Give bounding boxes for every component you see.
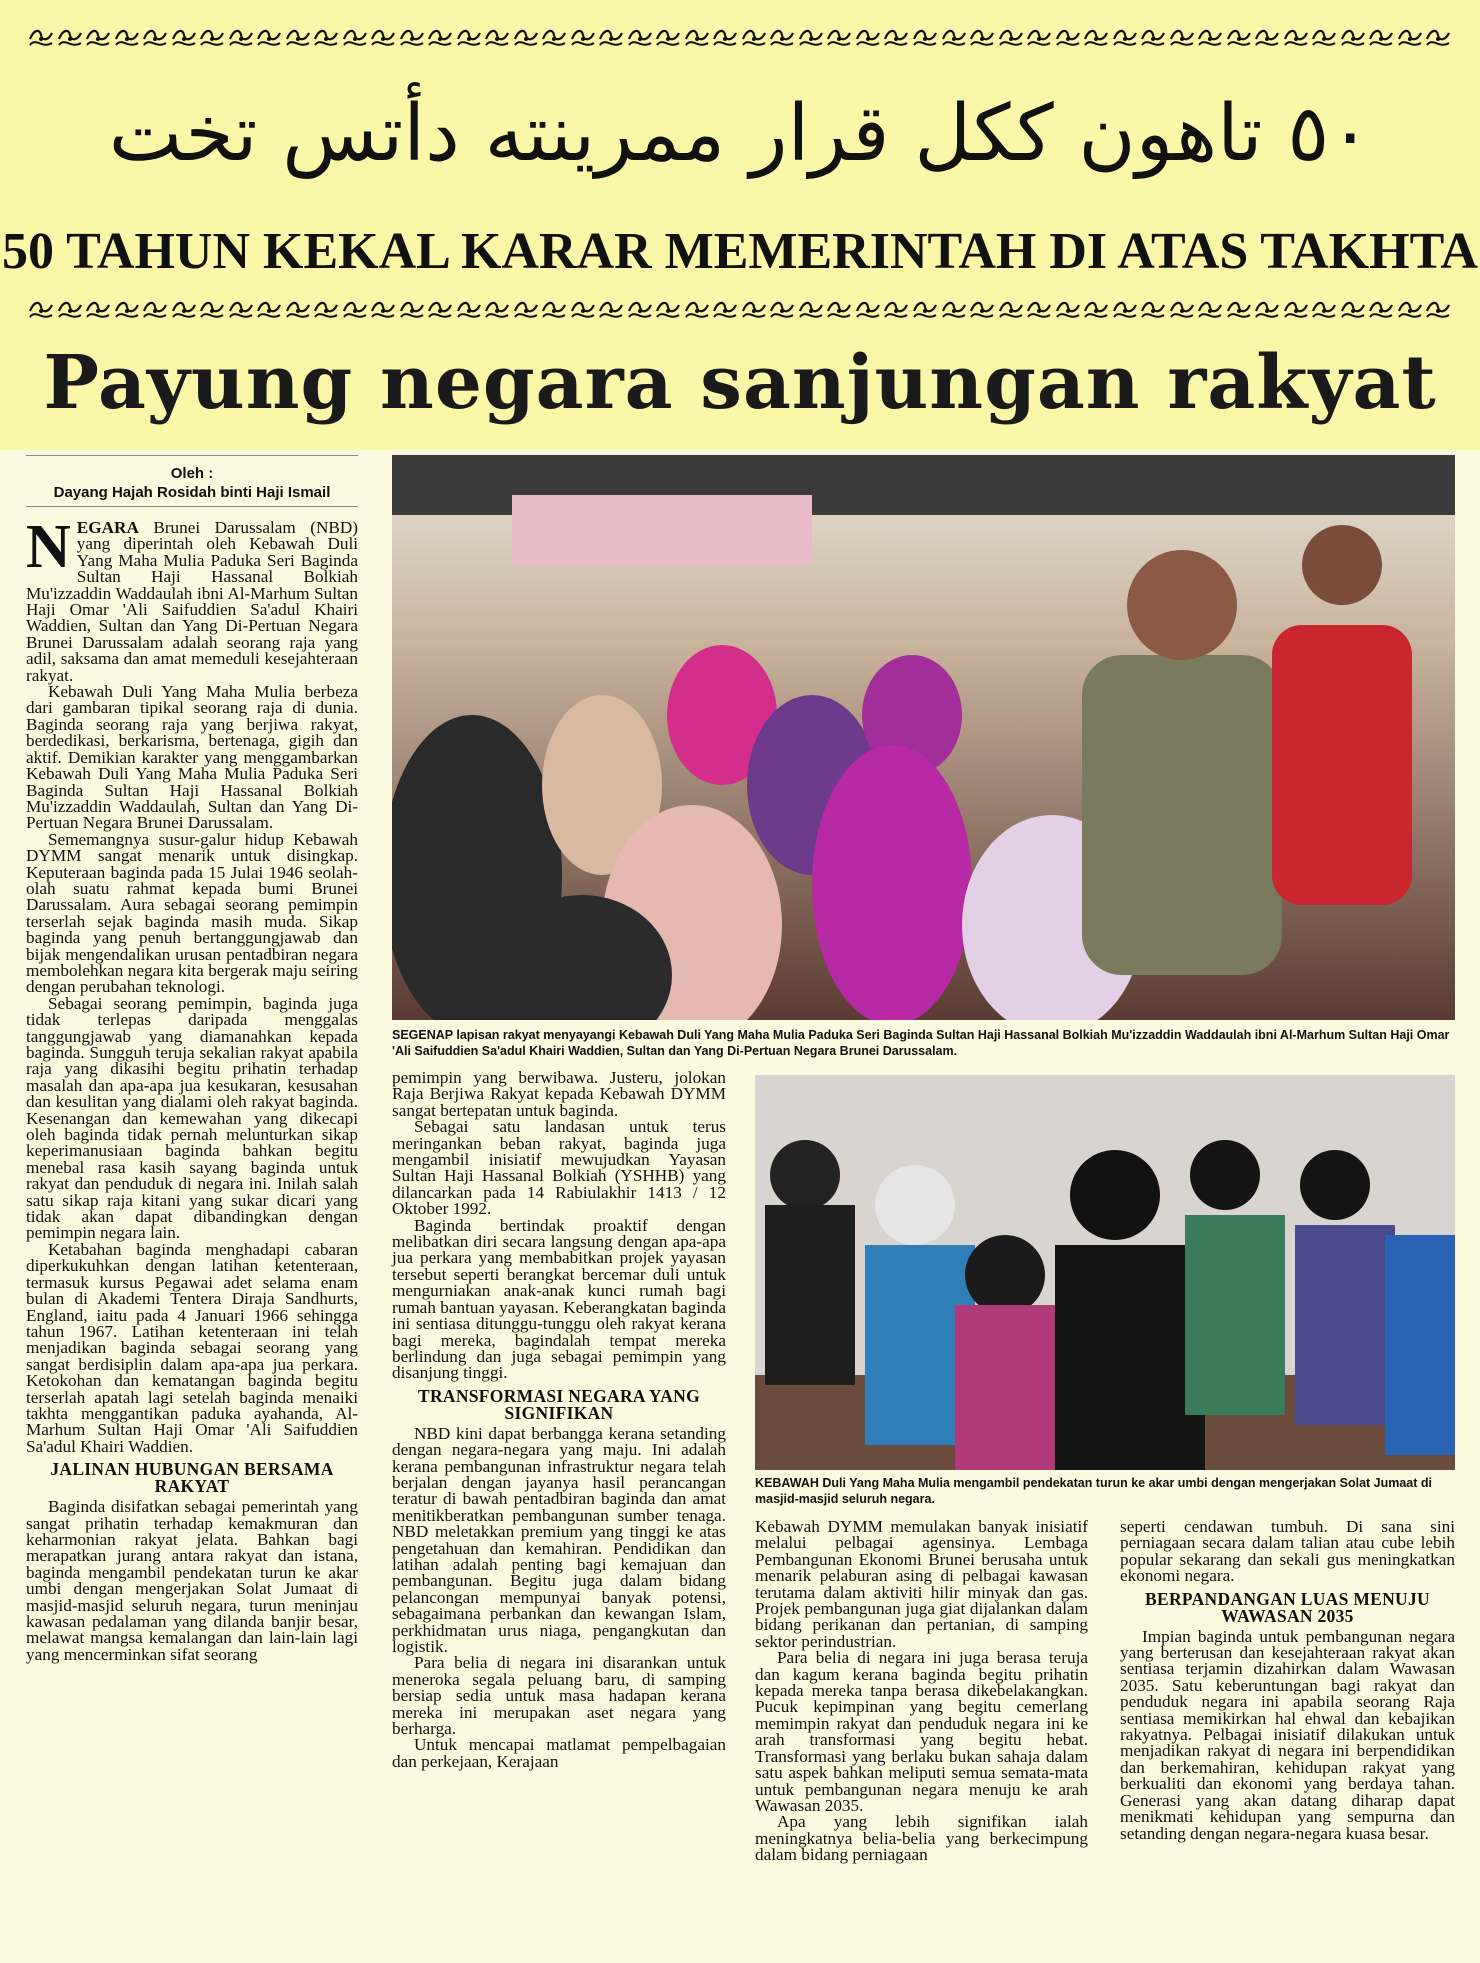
ornament-icon [1083, 299, 1109, 323]
ornament-icon [228, 27, 254, 51]
ornament-icon [712, 27, 738, 51]
paragraph: Baginda bertindak proaktif dengan melibatkan diri secara langsung dengan apa-apa jua perkara yang membabitkan projek yayasan tersebut seperti berangkat bercemar duli untuk mengurniakan anak-anak kunci rumah bagi rumah bantuan yayasan. Keberangkatan baginda ini sentiasa ditunggu-tunggu oleh rakyat kerana bagi mereka, bagindalah tempat mereka berlindung dan juga sebagai pemimpin yang disanjung tinggi. [392, 1215, 726, 1383]
masthead-banner [0, 0, 1480, 450]
subheading: JALINAN HUBUNGAN BERSAMA RAKYAT [50, 1459, 334, 1497]
paragraph: Kebawah Duli Yang Maha Mulia berbeza dari gambaran tipikal seorang raja di dunia. Baginda seorang raja yang berjiwa rakyat, berdedikasi, berkarisma, bertenaga, gigih dan aktif. Demikian karakter yang menggambarkan Kebawah Duli Yang Maha Mulia Paduka Seri Baginda Sultan Haji Hassanal Bolkiah Mu'izzaddin Waddaulah, Sultan dan Yang Di-Pertuan Negara Brunei Darussalam. [26, 682, 358, 833]
ornament-icon [655, 27, 681, 51]
ornament-icon [541, 27, 567, 51]
ornament-icon [1283, 27, 1309, 51]
paragraph: Kebawah DYMM memulakan banyak inisiatif melalui pelbagai agensinya. Lembaga Pembangunan Ekonomi Brunei berusaha untuk menarik pelaburan asing di pelbagai kawasan terutama dalam aktiviti hilir minyak dan gas. Projek pembangunan juga giat dijalankan dalam bidang perikanan dan pertanian, di samping sektor perindustrian. [755, 1517, 1088, 1651]
ornament-icon [570, 27, 596, 51]
ornament-icon [826, 27, 852, 51]
ornament-border-top [28, 26, 1452, 52]
ornament-icon [513, 27, 539, 51]
byline-author: Dayang Hajah Rosidah binti Haji Ismail [53, 484, 331, 501]
ornament-icon [1197, 299, 1223, 323]
ornament-icon [456, 299, 482, 323]
ornament-icon [1397, 299, 1423, 323]
ornament-icon [883, 299, 909, 323]
ornament-icon [399, 27, 425, 51]
ornament-icon [285, 27, 311, 51]
drop-cap: N [26, 513, 71, 581]
ornament-icon [171, 27, 197, 51]
ornament-icon [598, 299, 624, 323]
section-kicker: 50 TAHUN KEKAL KARAR MEMERINTAH DI ATAS TAKHTA [2, 223, 1478, 280]
paragraph: Ketabahan baginda menghadapi cabaran diperkukuhkan dengan latihan ketenteraan, termasuk kursus Pegawai adet selama enam bulan di Akademi Tentera Diraja Sandhurts, England, iaitu pada 4 Januari 1966 sehingga tahun 1967. Latihan ketenteraan ini telah menjadikan baginda sebagai seorang yang sangat berdisiplin dalam apa-apa jua perkara. Ketokohan dan kematangan baginda begitu terserlah apatah lagi setelah baginda menaiki takhta menggantikan paduka ayahanda, Al-Marhum Sultan Haji Omar 'Ali Saifuddien Sa'adul Khairi Waddien. [26, 1239, 358, 1456]
ornament-icon [769, 299, 795, 323]
ornament-icon [712, 299, 738, 323]
ornament-icon [1083, 27, 1109, 51]
ornament-icon [313, 27, 339, 51]
jawi-title: ٥٠ تاهون ككل قرار ممرينته دأتس تخت [108, 89, 1372, 179]
ornament-icon [342, 299, 368, 323]
ornament-icon [1368, 27, 1394, 51]
ornament-icon [1340, 27, 1366, 51]
paragraph: Baginda disifatkan sebagai pemerintah yang sangat prihatin terhadap kemakmuran dan keharmonian rakyat jelata. Bahkan bagi merapatkan jurang antara rakyat dan istana, baginda mengambil pendekatan turun ke akar umbi dengan mengerjakan Solat Jumaat di masjid-masjid seluruh negara, turun meninjau kawasan pedalaman yang dilanda banjir besar, melawat mangsa kemalangan dan lain-lain lagi yang mencerminkan sifat seorang [26, 1497, 358, 1664]
ornament-icon [285, 299, 311, 323]
paragraph: Sebagai satu landasan untuk terus meringankan beban rakyat, baginda juga mengambil inisiatif mewujudkan Yayasan Sultan Haji Hassanal Bolkiah (YSHHB) yang dilancarkan pada 14 Rabiulakhir 1413 / 12 Oktober 1992. [392, 1117, 726, 1219]
ornament-border-bottom [28, 298, 1452, 324]
ornament-icon [1283, 299, 1309, 323]
ornament-icon [998, 299, 1024, 323]
ornament-icon [142, 27, 168, 51]
ornament-icon [142, 299, 168, 323]
ornament-icon [427, 299, 453, 323]
ornament-icon [1425, 299, 1451, 323]
byline-label: Oleh : [170, 465, 214, 482]
subheading: BERPANDANGAN LUAS MENUJU WAWASAN 2035 [1145, 1588, 1430, 1626]
ornament-icon [1311, 299, 1337, 323]
paragraph: pemimpin yang berwibawa. Justeru, jolokan Raja Berjiwa Rakyat kepada Kebawah DYMM sangat bertepatan untuk baginda. [392, 1068, 726, 1120]
ornament-icon [883, 27, 909, 51]
ornament-icon [826, 299, 852, 323]
ornament-icon [1026, 27, 1052, 51]
paragraph: Sememangnya susur-galur hidup Kebawah DYMM sangat menarik untuk disingkap. Keputeraan baginda pada 15 Julai 1946 seolah-olah suatu rahmat kepada bumi Brunei Darussalam. Aura sebagai seorang pemimpin terserlah sejak baginda masih muda. Sikap baginda yang penuh bertanggungjawab dan bijak mengendalikan urusan pentadbiran negara membolehkan negara kita bergerak maju seiring dengan perubahan teknologi. [26, 829, 358, 997]
paragraph: Sebagai seorang pemimpin, baginda juga tidak terlepas daripada menggalas tanggungjawab yang diamanahkan kepada baginda. Sungguh teruja sekalian rakyat apabila raja yang dikasihi begitu prihatin terhadap masalah dan apa-apa jua kesukaran, kesusahan dan kesulitan yang dialami oleh rakyat baginda. Kesenangan dan kemewahan yang dikecapi oleh baginda tidak pernah melunturkan sikap keperimanusiaan baginda bahkan begitu menebal rasa kasih sayang baginda untuk rakyat dan penduduk di negara ini. Inilah salah satu sikap raja kitani yang sukar dicari yang tidak akan dapat dibandingkan dengan pemimpin negara lain. [26, 993, 358, 1243]
ornament-icon [1254, 27, 1280, 51]
ornament-icon [798, 299, 824, 323]
paragraph: Impian baginda untuk pembangunan negara yang berterusan dan kesejahteraan rakyat akan sentiasa terjamin dizahirkan dalam Wawasan 2035. Satu keberuntungan bagi rakyat dan penduduk negara ini apabila seorang Raja sentiasa memikirkan hal ehwal dan kebajikan rakyatnya. Pelbagai inisiatif dilakukan untuk menjadikan rakyat di negara ini berpendidikan dan berkemahiran, kehidupan rakyat yang berkualiti dan ekonomi yang berdaya tahan. Generasi yang akan datang diharap dapat menikmati kehidupan yang sempurna dan setanding dengan negara-negara kuasa besar. [1120, 1626, 1455, 1843]
ornament-icon [199, 27, 225, 51]
ornament-icon [57, 27, 83, 51]
ornament-icon [1112, 27, 1138, 51]
ornament-icon [741, 299, 767, 323]
paragraph: NBD kini dapat berbangga kerana setanding dengan negara-negara yang maju. Ini adalah kerana pembangunan infrastruktur negara telah berjalan dengan jayanya hasil perancangan teratur di bawah pentadbiran baginda dan amat menitikberatkan pembangunan sumber tenaga. NBD meletakkan premium yang tinggi ke atas pengetahuan dan kemahiran. Pendidikan dan latihan adalah penting bagi kemajuan dan pembangunan. Begitu juga dalam bidang pelancongan mempunyai banyak potensi, sebagaimana perbankan dan kewangan Islam, perkhidmatan urus niaga, pengangkutan dan logistik. [392, 1423, 726, 1656]
ornament-icon [28, 27, 54, 51]
ornament-icon [1140, 27, 1166, 51]
subheading: TRANSFORMASI NEGARA YANG SIGNIFIKAN [417, 1385, 701, 1423]
ornament-icon [941, 27, 967, 51]
ornament-icon [969, 27, 995, 51]
ornament-icon [484, 299, 510, 323]
ornament-icon [1368, 299, 1394, 323]
ornament-icon [1311, 27, 1337, 51]
article-column-2 [392, 1070, 726, 1950]
ornament-icon [941, 299, 967, 323]
ornament-icon [1169, 299, 1195, 323]
ornament-icon [370, 299, 396, 323]
ornament-icon [1197, 27, 1223, 51]
ornament-icon [798, 27, 824, 51]
ornament-icon [1226, 27, 1252, 51]
ornament-icon [1112, 299, 1138, 323]
photo-crowd [392, 455, 1455, 1020]
ornament-icon [228, 299, 254, 323]
ornament-icon [1340, 299, 1366, 323]
ornament-icon [627, 299, 653, 323]
byline [26, 455, 358, 507]
photo-mosque-icon [755, 1075, 1455, 1470]
ornament-icon [370, 27, 396, 51]
ornament-icon [1055, 299, 1081, 323]
ornament-icon [399, 299, 425, 323]
ornament-icon [85, 299, 111, 323]
photo-caption-2: KEBAWAH Duli Yang Maha Mulia mengambil pendekatan turun ke akar umbi dengan mengerjakan Solat Jumaat di masjid-masjid seluruh negara. [755, 1476, 1433, 1506]
ornament-icon [484, 27, 510, 51]
ornament-icon [256, 299, 282, 323]
ornament-icon [655, 299, 681, 323]
ornament-icon [684, 27, 710, 51]
paragraph: Para belia di negara ini juga berasa teruja dan kagum kerana baginda begitu prihatin kepada mereka tanpa berasa dikebelakangkan. Pucuk kepimpinan yang begitu cemerlang memimpin rakyat dan penduduk negara ini ke arah transformasi yang begitu hebat. Transformasi yang berlaku bukan sahaja dalam satu aspek bahkan meliputi semua semata-mata untuk pembangunan negara menuju ke arah Wawasan 2035. [755, 1648, 1088, 1815]
ornament-icon [114, 27, 140, 51]
ornament-icon [627, 27, 653, 51]
ornament-icon [171, 299, 197, 323]
ornament-icon [1226, 299, 1252, 323]
ornament-icon [313, 299, 339, 323]
ornament-icon [199, 299, 225, 323]
ornament-icon [541, 299, 567, 323]
ornament-icon [1397, 27, 1423, 51]
lead-word: EGARA [76, 518, 139, 537]
paragraph: Untuk mencapai matlamat pempelbagaian dan perkejaan, Kerajaan [392, 1735, 726, 1771]
ornament-icon [1254, 299, 1280, 323]
article-column-4 [1120, 1519, 1455, 1949]
article-column-3 [755, 1519, 1088, 1949]
ornament-icon [912, 27, 938, 51]
paragraph: seperti cendawan tumbuh. Di sana sini perniagaan secara dalam talian atau cube lebih popular sekarang dan sekali gus meningkatkan ekonomi negara. [1120, 1517, 1455, 1586]
ornament-icon [855, 299, 881, 323]
ornament-icon [1055, 27, 1081, 51]
ornament-icon [598, 27, 624, 51]
ornament-icon [769, 27, 795, 51]
ornament-icon [513, 299, 539, 323]
ornament-icon [969, 299, 995, 323]
ornament-icon [1425, 27, 1451, 51]
article-column-1 [26, 513, 358, 1950]
ornament-icon [1140, 299, 1166, 323]
ornament-icon [1026, 299, 1052, 323]
page-headline: Payung negara sanjungan rakyat [43, 340, 1437, 426]
ornament-icon [57, 299, 83, 323]
ornament-icon [85, 27, 111, 51]
ornament-icon [1169, 27, 1195, 51]
ornament-icon [684, 299, 710, 323]
ornament-icon [570, 299, 596, 323]
ornament-icon [741, 27, 767, 51]
ornament-icon [28, 299, 54, 323]
photo-crowd-icon [392, 455, 1455, 1020]
ornament-icon [256, 27, 282, 51]
ornament-icon [114, 299, 140, 323]
ornament-icon [456, 27, 482, 51]
lead-paragraph: NEGARA Brunei Darussalam (NBD) yang diperintah oleh Kebawah Duli Yang Maha Mulia Paduka Seri Baginda Sultan Haji Hassanal Bolkiah Mu'izzaddin Waddaulah ibni Al-Marhum Sultan Haji Omar 'Ali Saifuddien Sa'adul Khairi Waddien, Sultan dan Yang Di-Pertuan Negara Brunei Darussalam adalah seorang raja yang adil, saksama dan amat memeduli kesejahteraan rakyat. [26, 513, 358, 685]
ornament-icon [342, 27, 368, 51]
ornament-icon [912, 299, 938, 323]
paragraph: Apa yang lebih signifikan ialah meningkatnya belia-belia yang berkecimpung dalam bidang perniagaan [755, 1812, 1088, 1865]
photo-mosque [755, 1075, 1455, 1470]
photo-caption-1: SEGENAP lapisan rakyat menyayangi Kebawah Duli Yang Maha Mulia Paduka Seri Baginda Sultan Haji Hassanal Bolkiah Mu'izzaddin Waddaulah ibni Al-Marhum Sultan Haji Omar 'Ali Saifuddien Sa'adul Khairi Waddien, Sultan dan Yang Di-Pertuan Negara Brunei Darussalam. [392, 1028, 1450, 1058]
paragraph: Para belia di negara ini disarankan untuk meneroka segala peluang baru, di samping bersiap sedia untuk masa hadapan kerana mereka ini merupakan aset negara yang berharga. [392, 1653, 726, 1739]
ornament-icon [855, 27, 881, 51]
ornament-icon [998, 27, 1024, 51]
ornament-icon [427, 27, 453, 51]
